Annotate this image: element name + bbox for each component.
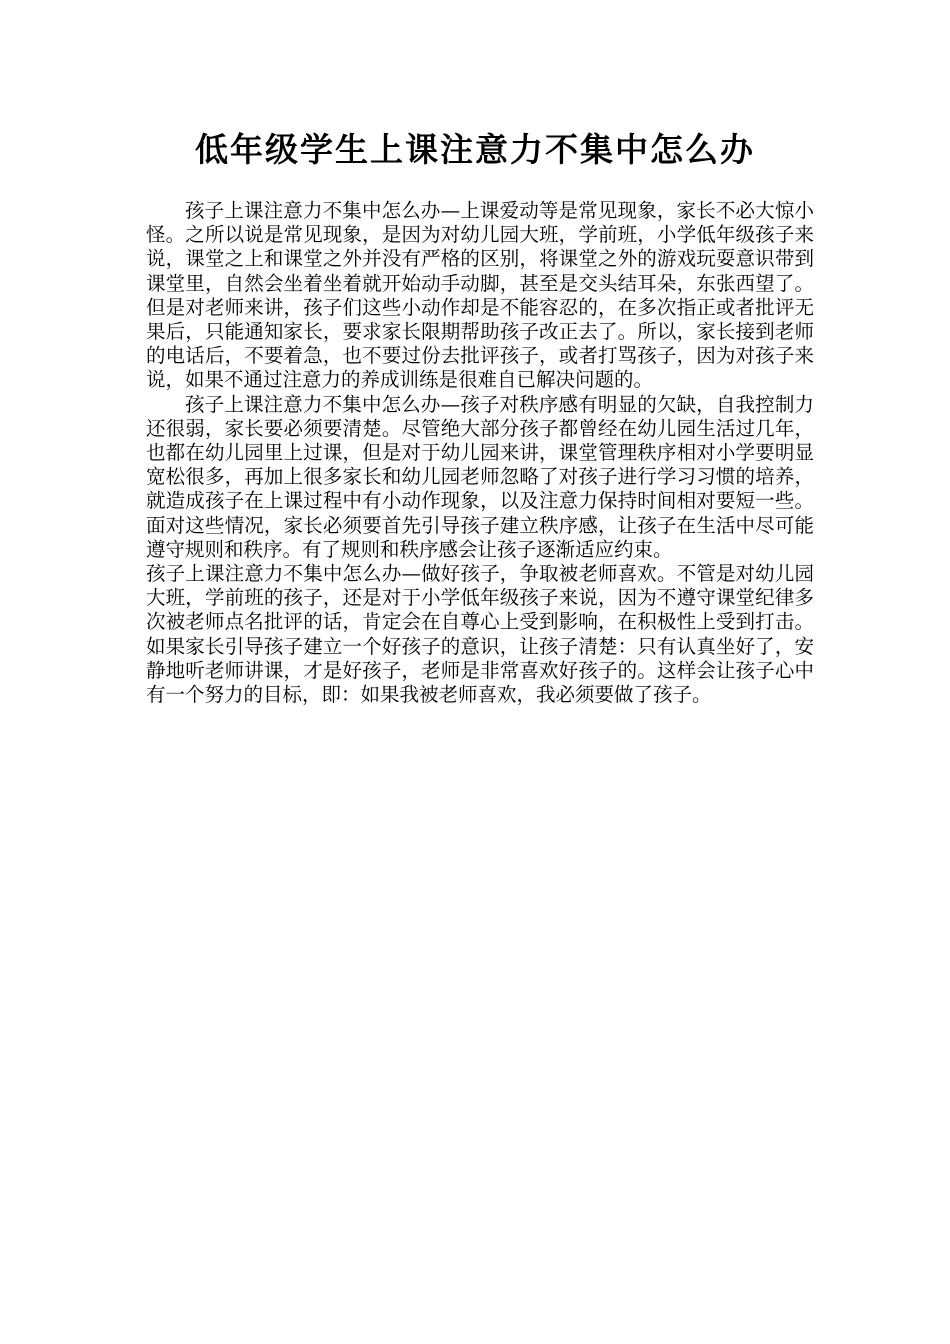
paragraph-3: 孩子上课注意力不集中怎么办—做好孩子，争取被老师喜欢。不管是对幼儿园大班，学前班的孩子，还是对于小学低年级孩子来说，因为不遵守课堂纪律多次被老师点名批评的话，肯定会在自尊心上受到影响，在积极性上受到打击。如果家长引导孩子建立一个好孩子的意识，让孩子清楚：只有认真坐好了，安静地听老师讲课，才是好孩子，老师是非常喜欢好孩子的。这样会让孩子心中有一个努力的目标，即：如果我被老师喜欢，我必须要做了孩子。 bbox=[146, 562, 814, 707]
paragraph-1: 孩子上课注意力不集中怎么办—上课爱动等是常见现象，家长不必大惊小怪。之所以说是常见现象，是因为对幼儿园大班，学前班，小学低年级孩子来说，课堂之上和课堂之外并没有严格的区别，将课堂之外的游戏玩耍意识带到课堂里，自然会坐着坐着就开始动手动脚，甚至是交头结耳朵，东张西望了。但是对老师来讲，孩子们这些小动作却是不能容忍的，在多次指正或者批评无果后，只能通知家长，要求家长限期帮助孩子改正去了。所以，家长接到老师的电话后，不要着急，也不要过份去批评孩子，或者打骂孩子，因为对孩子来说，如果不通过注意力的养成训练是很难自已解决问题的。 bbox=[146, 199, 814, 392]
page-title: 低年级学生上课注意力不集中怎么办 bbox=[195, 130, 755, 169]
document-body bbox=[146, 199, 814, 707]
paragraph-2: 孩子上课注意力不集中怎么办—孩子对秩序感有明显的欠缺，自我控制力还很弱，家长要必须要清楚。尽管绝大部分孩子都曾经在幼儿园生活过几年，也都在幼儿园里上过课，但是对于幼儿园来讲，课堂管理秩序相对小学要明显宽松很多，再加上很多家长和幼儿园老师忽略了对孩子进行学习习惯的培养，就造成孩子在上课过程中有小动作现象，以及注意力保持时间相对要短一些。面对这些情况，家长必须要首先引导孩子建立秩序感，让孩子在生活中尽可能遵守规则和秩序。有了规则和秩序感会让孩子逐渐适应约束。 bbox=[146, 392, 814, 561]
